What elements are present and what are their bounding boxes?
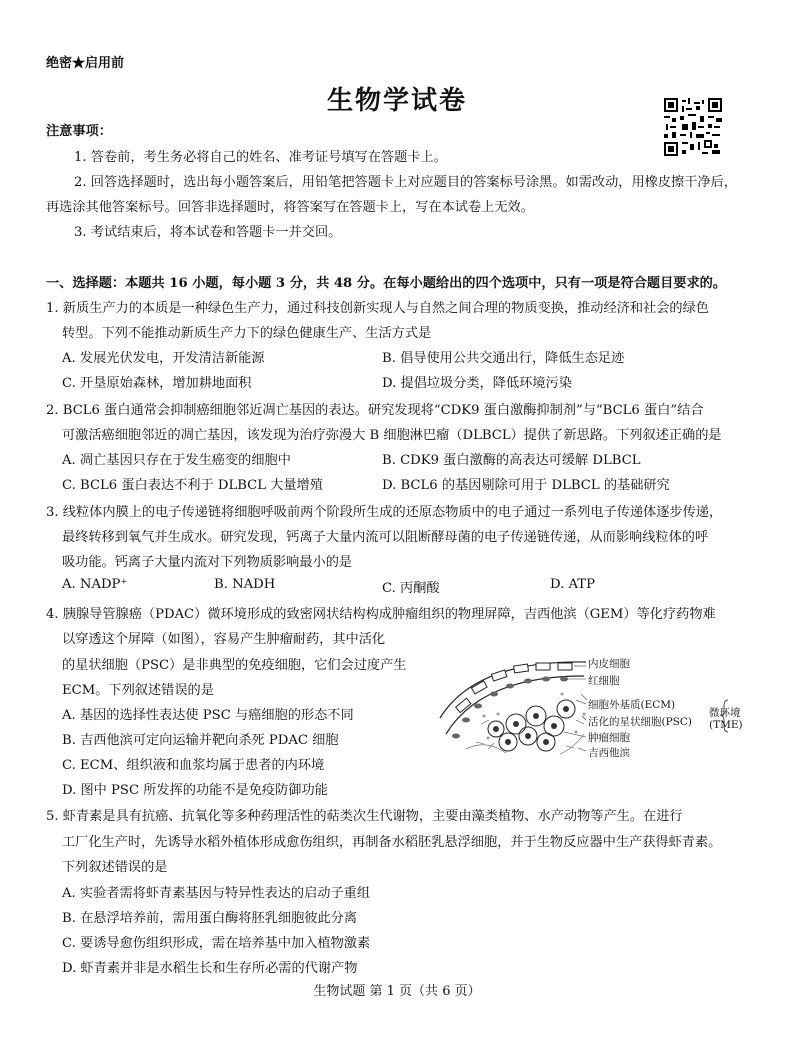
q5-stem-line3: 下列叙述错误的是 [62,860,168,875]
section-heading: 一、选择题：本题共 16 小题，每小题 3 分，共 48 分。在每小题给出的四个选项中，只有一项是符合题目要求的。 [46,276,727,291]
q1-option-d: D. 提倡垃圾分类，降低环境污染 [382,376,572,391]
label-endothelial-cell: 内皮细胞 [588,658,630,670]
confidential-mark: 绝密★启用前 [46,56,125,71]
q1-option-a: A. 发展光伏发电，开发清洁新能源 [62,351,265,366]
q2-stem-line2: 可激活癌细胞邻近的凋亡基因，该发现为治疗弥漫大 B 细胞淋巴瘤（DLBCL）提供了新思路。下列叙述正确的是 [62,428,722,443]
q2-option-c: C. BCL6 蛋白表达不利于 DLBCL 大量增殖 [62,478,323,493]
q4-option-b: B. 吉西他滨可定向运输并靶向杀死 PDAC 细胞 [62,733,339,748]
q3-stem-line1: 3. 线粒体内膜上的电子传递链将细胞呼吸前两个阶段所生成的还原态物质中的电子通过一系列电子传递体逐步传递， [46,505,723,520]
q5-option-c: C. 要诱导愈伤组织形成，需在培养基中加入植物激素 [62,936,371,951]
q3-option-a: A. NADP⁺ [62,577,128,592]
q3-option-d: D. ATP [550,577,595,592]
q5-option-b: B. 在悬浮培养前，需用蛋白酶将胚乳细胞彼此分离 [62,911,358,926]
label-red-blood-cell: 红细胞 [588,675,620,687]
tumor-microenvironment-illustration [436,654,736,764]
notice-1: 1. 答卷前，考生务必将自己的姓名、准考证号填写在答题卡上。 [74,150,447,165]
notice-2-cont: 再选涂其他答案标号。回答非选择题时，将答案写在答题卡上，写在本试卷上无效。 [46,200,534,215]
q1-stem-line2: 转型。下列不能推动新质生产力下的绿色健康生产、生活方式是 [62,326,432,341]
q4-option-d: D. 图中 PSC 所发挥的功能不是免疫防御功能 [62,783,328,798]
page-title: 生物学试卷 [326,86,467,116]
label-microenvironment: 微环境 [709,707,741,719]
label-tumor-cell: 肿瘤细胞 [588,732,630,744]
q1-option-c: C. 开垦原始森林，增加耕地面积 [62,376,252,391]
q2-option-b: B. CDK9 蛋白激酶的高表达可缓解 DLBCL [382,453,641,468]
q5-stem-line2: 工厂化生产时，先诱导水稻外植体形成愈伤组织，再制备水稻胚乳悬浮细胞，并于生物反应器中生产获得虾青素。 [62,835,722,850]
q4-option-c: C. ECM、组织液和血浆均属于患者的内环境 [62,758,325,773]
q3-stem-line2: 最终转移到氧气并生成水。研究发现，钙离子大量内流可以阻断酵母菌的电子传递链传递，从而影响线粒体的呼 [62,530,709,545]
notice-2: 2. 回答选择题时，选出每小题答案后，用铅笔把答题卡上对应题目的答案标号涂黑。如需改动，用橡皮擦干净后， [74,175,737,190]
q4-option-a: A. 基因的选择性表达使 PSC 与癌细胞的形态不同 [62,708,354,723]
q4-stem-line1: 4. 胰腺导管腺癌（PDAC）微环境形成的致密网状结构构成肿瘤组织的物理屏障，吉西他滨（GEM）等化疗药物难 [46,607,716,622]
q4-stem-line4: ECM。下列叙述错误的是 [62,683,214,698]
notice-3: 3. 考试结束后，将本试卷和答题卡一并交回。 [74,225,342,240]
q3-option-b: B. NADH [214,577,276,592]
notice-title: 注意事项： [46,124,112,139]
qr-code-icon [664,98,722,156]
label-tme: (TME) [709,719,743,731]
q5-option-d: D. 虾青素并非是水稻生长和生存所必需的代谢产物 [62,961,358,976]
q1-option-b: B. 倡导使用公共交通出行，降低生态足迹 [382,351,625,366]
label-ecm: 细胞外基质(ECM) [588,699,676,711]
q3-option-c: C. 丙酮酸 [382,581,440,596]
tumor-microenvironment-figure [436,654,743,764]
q2-stem-line1: 2. BCL6 蛋白通常会抑制癌细胞邻近凋亡基因的表达。研究发现将“CDK9 蛋白激酶抑制剂”与“BCL6 蛋白”结合 [46,403,704,418]
q4-stem-line3: 的星状细胞（PSC）是非典型的免疫细胞，它们会过度产生 [62,658,407,673]
q5-stem-line1: 5. 虾青素是具有抗癌、抗氧化等多种药理活性的萜类次生代谢物，主要由藻类植物、水产动物等产生。在进行 [46,809,683,824]
page-footer: 生物试题 第 1 页（共 6 页） [313,984,481,999]
q1-stem-line1: 1. 新质生产力的本质是一种绿色生产力，通过科技创新实现人与自然之间合理的物质变换，推动经济和社会的绿色 [46,301,709,316]
q2-option-d: D. BCL6 的基因剔除可用于 DLBCL 的基础研究 [382,478,670,493]
q4-stem-line2: 以穿透这个屏障（如图），容易产生肿瘤耐药，其中活化 [62,632,386,647]
q3-stem-line3: 吸功能。钙离子大量内流对下列物质影响最小的是 [62,555,353,570]
q5-option-a: A. 实验者需将虾青素基因与特异性表达的启动子重组 [62,886,371,901]
q2-option-a: A. 凋亡基因只存在于发生癌变的细胞中 [62,453,291,468]
label-gemcitabine: 吉西他滨 [588,747,630,759]
label-psc: 活化的星状细胞(PSC) [588,716,692,728]
